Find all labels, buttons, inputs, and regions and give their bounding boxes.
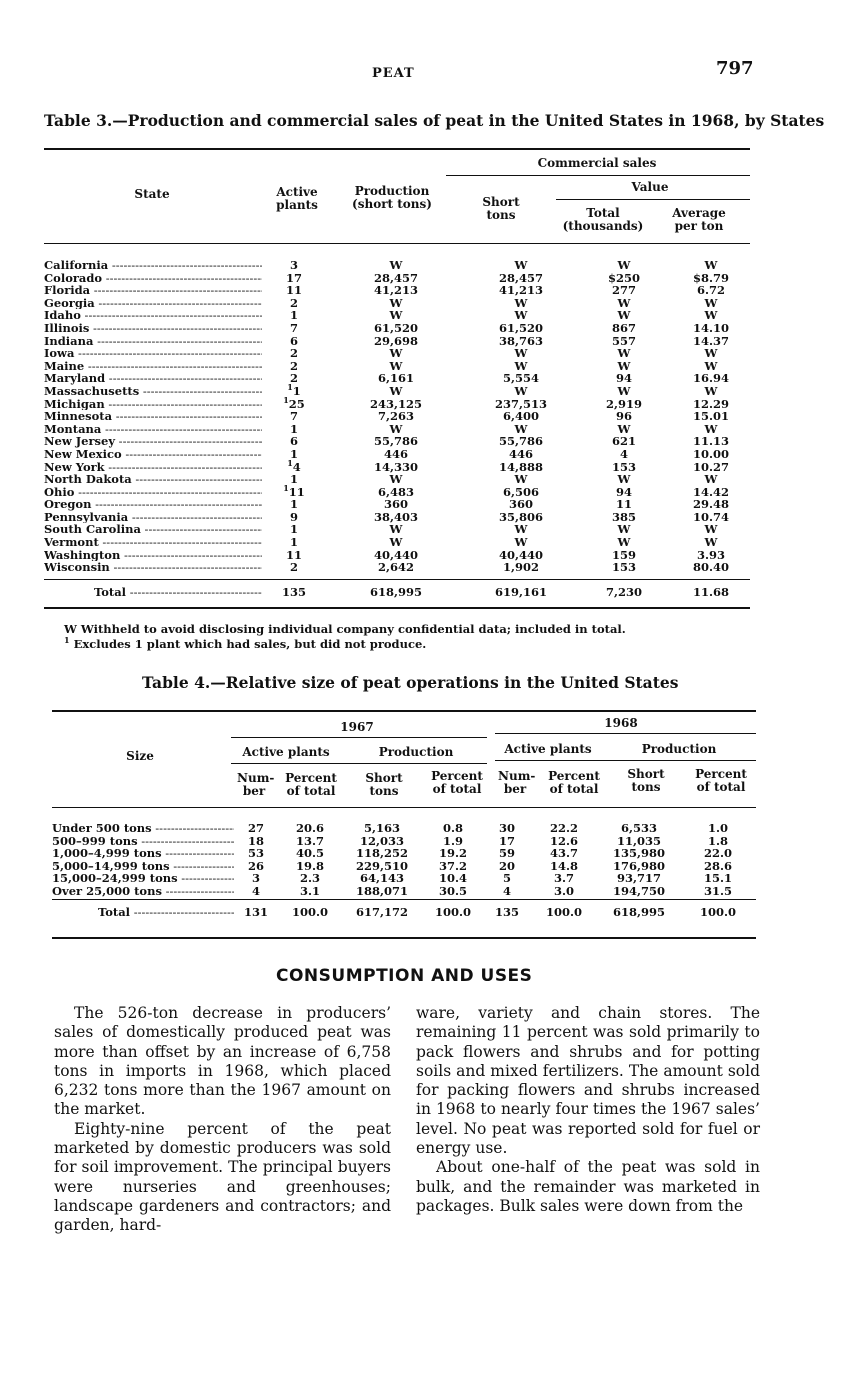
t3-total-cell: W xyxy=(617,358,631,373)
left-paragraph-2: Eighty-nine percent of the peat marketed by domestic producers was sold for soil improvement. The principal buyers were nurseries and greenhouses; landscape gardeners and contractors; and garden, hard- xyxy=(54,1119,391,1235)
t3-plants-cell: 11 xyxy=(285,547,302,562)
t3-plants-cell: 7 xyxy=(289,320,298,335)
t4-header-production-1968: Production xyxy=(641,742,717,756)
table4-body xyxy=(52,822,756,898)
t3-short-tons-cell: W xyxy=(514,535,528,550)
t4-size-cell: 1,000–4,999 tons ----- xyxy=(52,847,234,860)
table4-total-rule xyxy=(52,899,756,900)
t3-production-cell: W xyxy=(389,472,403,487)
t4-st67-cell: 5,163 xyxy=(363,821,400,835)
t4-st67-cell: 188,071 xyxy=(355,883,408,898)
table3-header-rule xyxy=(44,243,750,244)
t3-production-cell: 28,457 xyxy=(373,270,418,285)
table4-row xyxy=(52,822,756,835)
t3-state-cell: New Mexico ----- xyxy=(44,448,262,461)
t3-state-cell: New York ----- xyxy=(44,461,262,474)
t4-header-active-plants-1968: Active plants xyxy=(504,742,592,756)
t4-size-cell: Under 500 tons ----- xyxy=(52,822,234,835)
t4-p67-cell: 20.6 xyxy=(295,821,324,835)
table3-body xyxy=(44,259,750,574)
table3-total xyxy=(44,586,750,599)
t3-plants-cell: $^1$25 xyxy=(283,394,305,411)
t3-short-tons-cell: 1,902 xyxy=(502,560,539,575)
t4-pp67-cell: 1.9 xyxy=(442,833,463,848)
t3-state-cell: New Jersey ----- xyxy=(44,435,262,448)
t3-header-production: Production (short tons) xyxy=(352,184,432,211)
t3-plants-cell: 2 xyxy=(289,560,298,575)
t4-header-short-tons-1968: Short tons xyxy=(627,767,665,794)
t3-short-tons-cell: 5,554 xyxy=(502,371,539,386)
t3-average-cell: 11.13 xyxy=(692,434,729,449)
table3-bottom-rule xyxy=(44,607,750,609)
table4-top-rule xyxy=(52,710,756,712)
t4-header-percent-prod-1967: Percent of total xyxy=(431,769,483,796)
table3-total-row xyxy=(44,586,750,599)
t3-state-cell: Oregon ----- xyxy=(44,498,262,511)
t3-state-cell: Montana ----- xyxy=(44,423,262,436)
t3-state-cell: Pennsylvania ----- xyxy=(44,511,262,524)
table4-total-row xyxy=(52,906,756,919)
table4-bottom-rule xyxy=(52,937,756,939)
t3-production-cell: W xyxy=(389,383,403,398)
t3-average-cell: $8.79 xyxy=(692,270,729,285)
t3-plants-cell: 1 xyxy=(289,472,298,487)
table3-row xyxy=(44,498,750,511)
t4-pp67-cell: 37.2 xyxy=(438,858,467,873)
t3-average-cell: W xyxy=(704,295,718,310)
t3-average-cell: 10.74 xyxy=(692,509,729,524)
t3-total-cell: W xyxy=(617,346,631,361)
t3-short-tons-cell: W xyxy=(514,258,528,272)
t4-total-st67: 617,172 xyxy=(355,905,408,919)
t4-p68-cell: 22.2 xyxy=(549,821,578,835)
t4-pp67-cell: 19.2 xyxy=(438,846,467,861)
t3-production-cell: W xyxy=(389,258,403,272)
t3-total-average: 11.68 xyxy=(692,585,729,599)
table3-row xyxy=(44,322,750,335)
text-column-right xyxy=(416,1004,760,1216)
t3-state-cell: Colorado ----- xyxy=(44,272,262,285)
t3-average-cell: 3.93 xyxy=(696,547,725,562)
t3-short-tons-cell: W xyxy=(514,346,528,361)
t3-short-tons-cell: 61,520 xyxy=(498,320,543,335)
table3-row xyxy=(44,347,750,360)
table4-row xyxy=(52,847,756,860)
table4-title: Table 4.—Relative size of peat operations in the United States xyxy=(142,673,679,692)
t3-production-cell: 61,520 xyxy=(373,320,418,335)
table3-title: Table 3.—Production and commercial sales of peat in the United States in 1968, by States xyxy=(44,111,825,130)
t3-plants-cell: 2 xyxy=(289,346,298,361)
t4-n68-cell: 30 xyxy=(498,821,515,835)
t3-average-cell: 16.94 xyxy=(692,371,729,386)
t3-state-cell: Georgia ----- xyxy=(44,297,262,310)
t3-average-cell: 12.29 xyxy=(692,396,729,411)
t3-production-cell: 14,330 xyxy=(373,459,418,474)
t3-plants-cell: 2 xyxy=(289,358,298,373)
t3-footnote-w: W Withheld to avoid disclosing individual company confidential data; included in total. xyxy=(64,622,626,636)
t3-production-cell: 41,213 xyxy=(373,283,418,298)
right-paragraph-2: About one-half of the peat was sold in bulk, and the remainder was marketed in packages. Bulk sales were down from the xyxy=(416,1158,760,1215)
t3-state-cell: Wisconsin ----- xyxy=(44,561,262,574)
t4-st67-cell: 118,252 xyxy=(355,846,408,861)
t4-header-active-plants-1967: Active plants xyxy=(242,745,330,759)
t3-short-tons-cell: 38,763 xyxy=(498,333,543,348)
t3-state-cell: Florida ----- xyxy=(44,284,262,297)
t3-state-cell: Minnesota ----- xyxy=(44,410,262,423)
t3-average-cell: 14.10 xyxy=(692,320,729,335)
t3-average-cell: W xyxy=(704,522,718,537)
text-column-left xyxy=(54,1004,391,1236)
t3-average-cell: W xyxy=(704,535,718,550)
section-heading: CONSUMPTION AND USES xyxy=(276,966,533,986)
t3-average-cell: W xyxy=(704,258,718,272)
t3-plants-cell: $^1$1 xyxy=(287,382,301,398)
t3-total-cell: 96 xyxy=(615,409,632,424)
t4-n67-cell: 26 xyxy=(247,858,264,873)
t3-total-cell: 153 xyxy=(611,560,636,575)
t3-production-cell: W xyxy=(389,346,403,361)
t4-header-short-tons-1967: Short tons xyxy=(365,771,403,798)
t3-short-tons-cell: W xyxy=(514,522,528,537)
t3-total-cell: $250 xyxy=(607,270,640,285)
t4-pp68-cell: 22.0 xyxy=(703,846,732,861)
t4-rule-1967 xyxy=(231,737,487,738)
t4-st67-cell: 229,510 xyxy=(355,858,408,873)
t4-st68-cell: 93,717 xyxy=(616,871,661,886)
table3-row xyxy=(44,259,750,272)
t3-state-cell: Massachusetts ----- xyxy=(44,385,262,398)
t3-short-tons-cell: W xyxy=(514,421,528,436)
t3-short-tons-cell: W xyxy=(514,472,528,487)
t4-header-percent-prod-1968: Percent of total xyxy=(695,767,747,794)
t4-n68-cell: 20 xyxy=(498,858,515,873)
t3-header-short-tons: Short tons xyxy=(482,195,520,222)
t3-short-tons-cell: 237,513 xyxy=(494,396,547,411)
t4-pp68-cell: 15.1 xyxy=(703,871,732,886)
t3-average-cell: W xyxy=(704,421,718,436)
t3-production-cell: W xyxy=(389,308,403,323)
t3-total-cell: 159 xyxy=(611,547,636,562)
t3-total-cell: 621 xyxy=(611,434,636,449)
t3-average-cell: W xyxy=(704,346,718,361)
t3-production-cell: W xyxy=(389,295,403,310)
t3-state-cell: Maine ----- xyxy=(44,360,262,373)
t4-size-cell: 15,000–24,999 tons ----- xyxy=(52,872,234,885)
t4-pp67-cell: 0.8 xyxy=(442,821,463,835)
t3-plants-cell: 17 xyxy=(285,270,302,285)
t3-production-cell: W xyxy=(389,535,403,550)
t3-total-label: Total ----- xyxy=(44,586,262,599)
t4-pp67-cell: 10.4 xyxy=(438,871,467,886)
t3-header-average: Average per ton xyxy=(672,206,726,233)
t3-state-cell: Illinois ----- xyxy=(44,322,262,335)
t3-production-cell: W xyxy=(389,421,403,436)
t4-size-cell: 5,000–14,999 tons ----- xyxy=(52,860,234,873)
t3-state-cell: Vermont ----- xyxy=(44,536,262,549)
t3-total-cell: W xyxy=(617,258,631,272)
t4-p67-cell: 19.8 xyxy=(295,858,324,873)
t4-st67-cell: 64,143 xyxy=(359,871,404,886)
t3-total-production: 618,995 xyxy=(369,585,422,599)
right-paragraph-1: ware, variety and chain stores. The remaining 11 percent was sold primarily to pack flowers and shrubs and for potting soils and mixed fertilizers. The amount sold for packing flowers and shrubs increased in 1968 to nearly four times the 1967 sales’ level. No peat was reported sold for fuel or energy use. xyxy=(416,1004,760,1158)
t3-total-cell: W xyxy=(617,472,631,487)
t4-header-1967: 1967 xyxy=(340,720,374,734)
t4-rule-sub-1968 xyxy=(495,760,756,761)
t4-pp68-cell: 28.6 xyxy=(703,858,732,873)
t4-n67-cell: 4 xyxy=(251,883,260,898)
table3-row xyxy=(44,536,750,549)
t3-short-tons-cell: 28,457 xyxy=(498,270,543,285)
t4-header-percent-plants-1967: Percent of total xyxy=(285,771,337,798)
t3-production-cell: 55,786 xyxy=(373,434,418,449)
t3-plants-cell: $^1$11 xyxy=(283,482,305,499)
t3-plants-cell: 6 xyxy=(289,434,298,449)
t3-average-cell: 6.72 xyxy=(696,283,725,298)
table3-row xyxy=(44,448,750,461)
t3-plants-cell: 3 xyxy=(289,258,298,272)
t4-st68-cell: 6,533 xyxy=(620,821,657,835)
t3-average-cell: W xyxy=(704,308,718,323)
t4-total-p67: 100.0 xyxy=(291,905,328,919)
t4-p67-cell: 40.5 xyxy=(295,846,324,861)
t3-average-cell: 14.37 xyxy=(692,333,729,348)
t4-pp68-cell: 31.5 xyxy=(703,883,732,898)
t3-total-cell: 2,919 xyxy=(605,396,642,411)
t4-st68-cell: 176,980 xyxy=(612,858,665,873)
t3-header-active-plants: Active plants xyxy=(276,185,318,212)
t3-plants-cell: 1 xyxy=(289,497,298,512)
table3-row xyxy=(44,284,750,297)
running-title: PEAT xyxy=(372,66,415,81)
t3-total-plants: 135 xyxy=(281,585,306,599)
t4-n67-cell: 27 xyxy=(247,821,264,835)
left-paragraph-1: The 526-ton decrease in producers’ sales of domestically produced peat was more than offset by an increase of 6,758 tons in imports in 1968, which placed 6,232 tons more than the 1967 amount on the market. xyxy=(54,1004,391,1119)
t3-plants-cell: 1 xyxy=(289,446,298,461)
t3-plants-cell: 2 xyxy=(289,371,298,386)
t4-p67-cell: 13.7 xyxy=(295,833,324,848)
t3-rule-value xyxy=(556,199,750,200)
t3-footnote-1: $^1$ Excludes 1 plant which had sales, but did not produce. xyxy=(64,635,427,651)
t3-state-cell: North Dakota ----- xyxy=(44,473,262,486)
t3-short-tons-cell: 6,400 xyxy=(502,409,539,424)
t3-total-short-tons: 619,161 xyxy=(494,585,547,599)
t3-header-total: Total (thousands) xyxy=(562,206,644,233)
t3-short-tons-cell: 35,806 xyxy=(498,509,543,524)
t3-average-cell: 29.48 xyxy=(692,497,729,512)
t3-short-tons-cell: 6,506 xyxy=(502,484,539,499)
table3-total-rule xyxy=(44,579,750,580)
t3-plants-cell: 1 xyxy=(289,308,298,323)
t3-production-cell: 7,263 xyxy=(377,409,414,424)
t3-plants-cell: 11 xyxy=(285,283,302,298)
t4-p68-cell: 3.0 xyxy=(553,883,574,898)
t4-total-pp67: 100.0 xyxy=(434,905,471,919)
t4-n68-cell: 5 xyxy=(502,871,511,886)
t3-total-cell: 867 xyxy=(611,320,636,335)
t4-total-p68: 100.0 xyxy=(545,905,582,919)
table4-row xyxy=(52,885,756,898)
t3-plants-cell: 7 xyxy=(289,409,298,424)
t3-plants-cell: 6 xyxy=(289,333,298,348)
t3-production-cell: 38,403 xyxy=(373,509,418,524)
t3-total-cell: 153 xyxy=(611,459,636,474)
t4-rule-1968 xyxy=(495,733,756,734)
t4-n68-cell: 17 xyxy=(498,833,515,848)
t3-average-cell: W xyxy=(704,472,718,487)
t3-short-tons-cell: W xyxy=(514,308,528,323)
t3-state-cell: Ohio ----- xyxy=(44,486,262,499)
t4-p68-cell: 3.7 xyxy=(553,871,574,886)
t3-production-cell: W xyxy=(389,522,403,537)
table3-row xyxy=(44,561,750,574)
t3-total-cell: 557 xyxy=(611,333,636,348)
t4-size-cell: Over 25,000 tons ----- xyxy=(52,885,234,898)
t3-average-cell: 14.42 xyxy=(692,484,729,499)
t3-total-cell: W xyxy=(617,421,631,436)
t4-p68-cell: 43.7 xyxy=(549,846,578,861)
t4-header-percent-plants-1968: Percent of total xyxy=(548,769,600,796)
t3-production-cell: 243,125 xyxy=(369,396,422,411)
t3-state-cell: Idaho ----- xyxy=(44,309,262,322)
page-number: 797 xyxy=(716,58,754,79)
t3-average-cell: W xyxy=(704,383,718,398)
t3-total-cell: W xyxy=(617,308,631,323)
t4-pp68-cell: 1.8 xyxy=(707,833,728,848)
t3-average-cell: W xyxy=(704,358,718,373)
t3-plants-cell: 1 xyxy=(289,535,298,550)
t3-short-tons-cell: 360 xyxy=(508,497,533,512)
t4-total-n67: 131 xyxy=(243,905,268,919)
table4-total xyxy=(52,906,756,919)
t3-production-cell: 2,642 xyxy=(377,560,414,575)
t4-pp68-cell: 1.0 xyxy=(707,821,728,835)
t3-short-tons-cell: W xyxy=(514,295,528,310)
table3-top-rule xyxy=(44,148,750,150)
t3-total-cell: 94 xyxy=(615,371,632,386)
t3-short-tons-cell: 40,440 xyxy=(498,547,543,562)
t3-production-cell: 40,440 xyxy=(373,547,418,562)
t4-header-size: Size xyxy=(126,749,154,763)
t4-header-number-1968: Num- ber xyxy=(498,769,536,796)
t4-total-label: Total ----- xyxy=(52,906,234,919)
t3-total-cell: 277 xyxy=(611,283,636,298)
t3-short-tons-cell: W xyxy=(514,358,528,373)
t3-total-cell: W xyxy=(617,295,631,310)
t3-total-cell: 94 xyxy=(615,484,632,499)
t4-p68-cell: 12.6 xyxy=(549,833,578,848)
t3-state-cell: Washington ----- xyxy=(44,549,262,562)
t4-header-1968: 1968 xyxy=(604,716,638,730)
t3-total-cell: W xyxy=(617,535,631,550)
t3-plants-cell: 9 xyxy=(289,509,298,524)
t4-total-n68: 135 xyxy=(494,905,519,919)
t4-p67-cell: 3.1 xyxy=(299,883,320,898)
t3-state-cell: California ----- xyxy=(44,259,262,272)
table3-row xyxy=(44,410,750,423)
t3-state-cell: Indiana ----- xyxy=(44,335,262,348)
t3-total-cell: W xyxy=(617,383,631,398)
t3-production-cell: 446 xyxy=(383,446,408,461)
t3-plants-cell: $^1$4 xyxy=(287,457,301,474)
table3-row xyxy=(44,473,750,486)
t3-production-cell: 29,698 xyxy=(373,333,418,348)
t3-state-cell: Michigan ----- xyxy=(44,398,262,411)
t4-total-st68: 618,995 xyxy=(612,905,665,919)
table3-row xyxy=(44,385,750,398)
t3-header-commercial-sales: Commercial sales xyxy=(537,156,657,170)
t4-st67-cell: 12,033 xyxy=(359,833,404,848)
t3-plants-cell: 1 xyxy=(289,522,298,537)
t4-p68-cell: 14.8 xyxy=(549,858,578,873)
t4-size-cell: 500–999 tons ----- xyxy=(52,835,234,848)
t3-rule-commercial xyxy=(446,175,750,176)
t4-rule-sub-1967 xyxy=(231,763,487,764)
t4-n67-cell: 3 xyxy=(251,871,260,886)
t4-total-pp68: 100.0 xyxy=(699,905,736,919)
t4-n68-cell: 4 xyxy=(502,883,511,898)
t4-header-production-1967: Production xyxy=(378,745,454,759)
t4-n68-cell: 59 xyxy=(498,846,515,861)
t3-short-tons-cell: 41,213 xyxy=(498,283,543,298)
t3-total-cell: 11 xyxy=(615,497,632,512)
t3-short-tons-cell: 14,888 xyxy=(498,459,543,474)
t3-state-cell: Iowa ----- xyxy=(44,347,262,360)
t3-total-cell: W xyxy=(617,522,631,537)
t3-state-cell: Maryland ----- xyxy=(44,372,262,385)
t3-average-cell: 10.27 xyxy=(692,459,729,474)
t3-header-state: State xyxy=(134,187,170,201)
t4-p67-cell: 2.3 xyxy=(299,871,320,886)
t4-n67-cell: 53 xyxy=(247,846,264,861)
table4-header-rule xyxy=(52,807,756,808)
t3-plants-cell: 1 xyxy=(289,421,298,436)
t4-n67-cell: 18 xyxy=(247,833,264,848)
t4-header-number-1967: Num- ber xyxy=(237,771,275,798)
t4-st68-cell: 11,035 xyxy=(616,833,661,848)
t3-total-cell: 385 xyxy=(611,509,636,524)
t3-production-cell: W xyxy=(389,358,403,373)
t3-short-tons-cell: W xyxy=(514,383,528,398)
t3-production-cell: 6,483 xyxy=(377,484,414,499)
t3-total-cell: 4 xyxy=(619,446,628,461)
t3-state-cell: South Carolina ----- xyxy=(44,523,262,536)
t3-average-cell: 10.00 xyxy=(692,446,729,461)
t3-average-cell: 80.40 xyxy=(692,560,729,575)
t4-st68-cell: 135,980 xyxy=(612,846,665,861)
t3-total-value: 7,230 xyxy=(605,585,642,599)
t3-short-tons-cell: 55,786 xyxy=(498,434,543,449)
t3-average-cell: 15.01 xyxy=(692,409,729,424)
t4-pp67-cell: 30.5 xyxy=(438,883,467,898)
t3-plants-cell: 2 xyxy=(289,295,298,310)
t3-short-tons-cell: 446 xyxy=(508,446,533,461)
t3-header-value: Value xyxy=(631,180,669,194)
t3-production-cell: 360 xyxy=(383,497,408,512)
t4-st68-cell: 194,750 xyxy=(612,883,665,898)
t3-production-cell: 6,161 xyxy=(377,371,414,386)
